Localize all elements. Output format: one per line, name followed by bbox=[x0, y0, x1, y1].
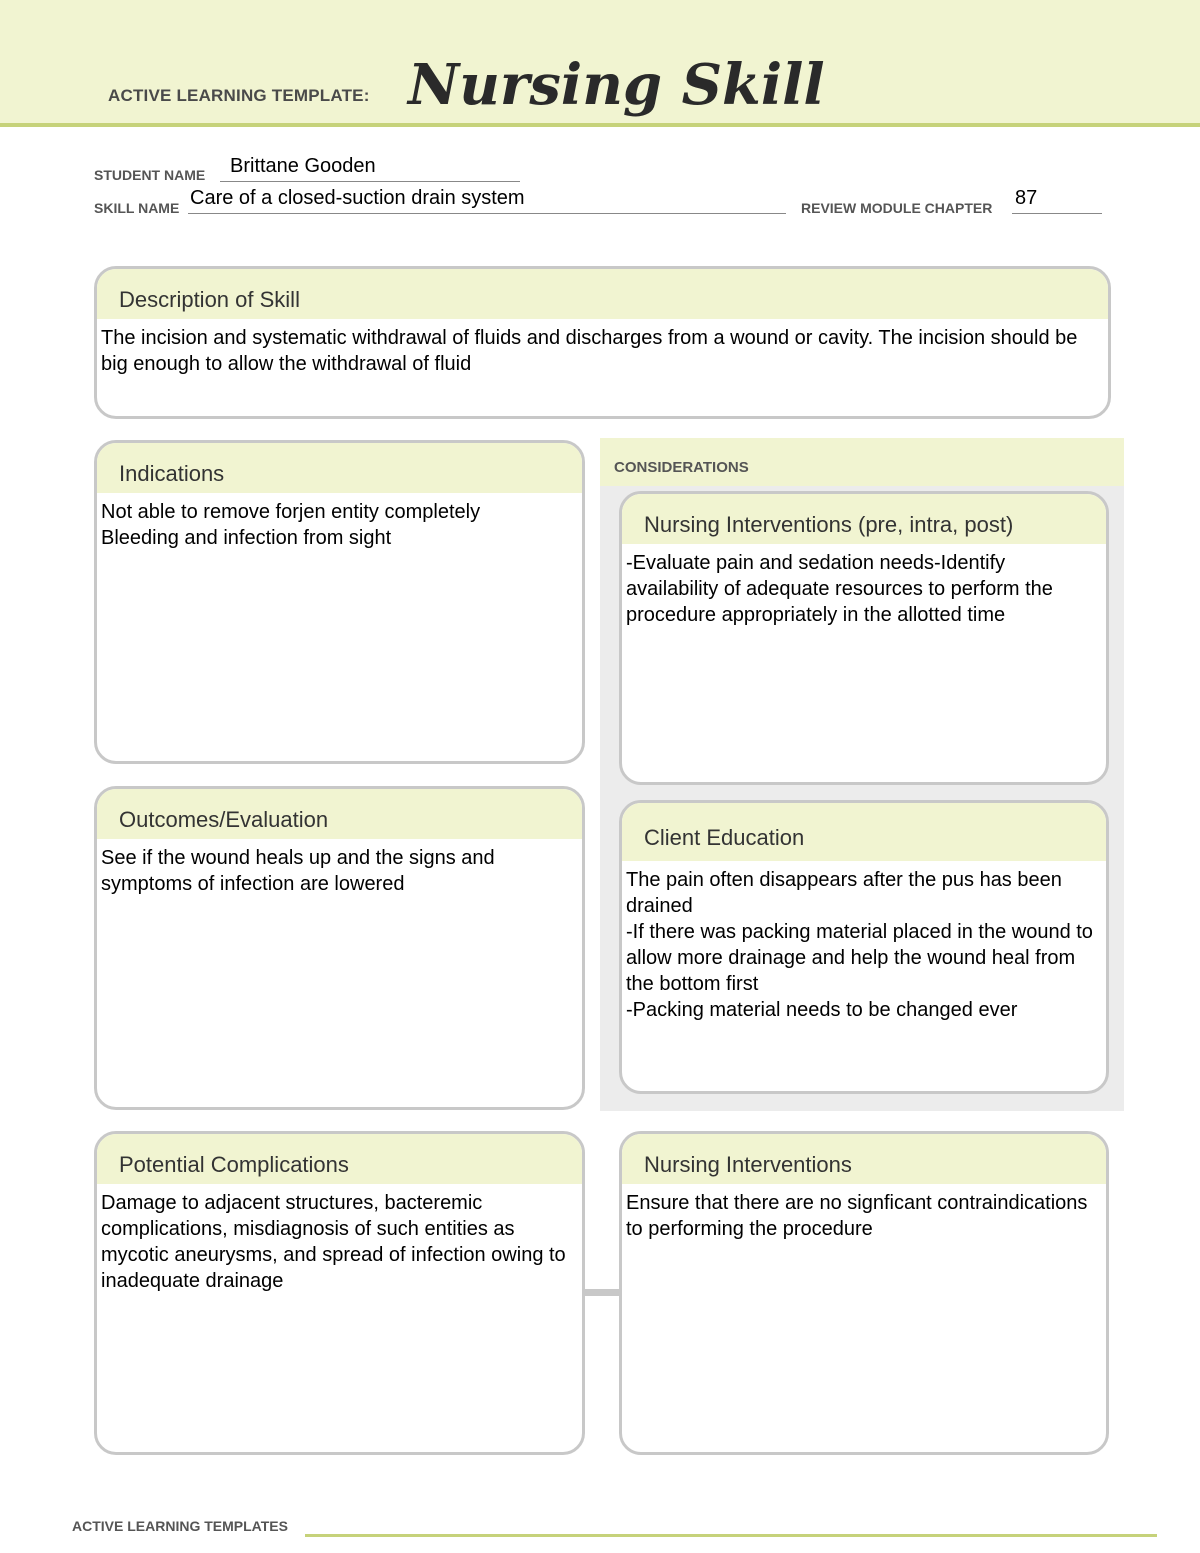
nursing-interventions-pip-body[interactable]: -Evaluate pain and sedation needs-Identify availability of adequate resources to perform the procedure appropriately in the allotted time bbox=[626, 552, 1053, 626]
footer-label: ACTIVE LEARNING TEMPLATES bbox=[72, 1518, 288, 1534]
review-module-underline bbox=[1012, 213, 1102, 214]
description-box bbox=[94, 266, 1111, 419]
description-title: Description of Skill bbox=[97, 269, 1108, 319]
indications-body[interactable]: Not able to remove forjen entity completely Bleeding and infection from sight bbox=[101, 501, 481, 549]
template-label: ACTIVE LEARNING TEMPLATE: bbox=[108, 86, 370, 105]
box-connector bbox=[582, 1289, 620, 1296]
skill-name-label: SKILL NAME bbox=[94, 200, 180, 216]
nursing-interventions-pip-title: Nursing Interventions (pre, intra, post) bbox=[622, 494, 1106, 544]
client-education-title: Client Education bbox=[622, 803, 1106, 861]
potential-complications-body[interactable]: Damage to adjacent structures, bacteremic complications, misdiagnosis of such entities as mycotic aneurysms, and spread of infection owing to inadequate drainage bbox=[101, 1192, 566, 1292]
header-rule bbox=[0, 123, 1200, 127]
indications-title: Indications bbox=[97, 443, 582, 493]
indications-box bbox=[94, 440, 585, 764]
template-title: Nursing Skill bbox=[408, 52, 825, 118]
nursing-interventions-box bbox=[619, 1131, 1109, 1455]
student-name-underline bbox=[220, 181, 520, 182]
nursing-interventions-pip-box bbox=[619, 491, 1109, 785]
student-name-label: STUDENT NAME bbox=[94, 167, 206, 183]
review-module-value[interactable]: 87 bbox=[1015, 187, 1038, 209]
student-name-value[interactable]: Brittane Gooden bbox=[230, 155, 376, 177]
skill-name-underline bbox=[188, 213, 786, 214]
outcomes-body[interactable]: See if the wound heals up and the signs and symptoms of infection are lowered bbox=[101, 847, 495, 895]
description-body[interactable]: The incision and systematic withdrawal of fluids and discharges from a wound or cavity. The incision should be big enough to allow the withdrawal of fluid bbox=[101, 327, 1078, 375]
nursing-interventions-body[interactable]: Ensure that there are no signficant contraindications to performing the procedure bbox=[626, 1192, 1088, 1240]
client-education-body[interactable]: The pain often disappears after the pus has been drained -If there was packing material placed in the wound to allow more drainage and help the wound heal from the bottom first -Packing material needs to be changed ever bbox=[626, 869, 1093, 1021]
nursing-interventions-title: Nursing Interventions bbox=[622, 1134, 1106, 1184]
review-module-label: REVIEW MODULE CHAPTER bbox=[801, 200, 993, 216]
potential-complications-box bbox=[94, 1131, 585, 1455]
outcomes-box bbox=[94, 786, 585, 1110]
client-education-box bbox=[619, 800, 1109, 1094]
potential-complications-title: Potential Complications bbox=[97, 1134, 582, 1184]
skill-name-value[interactable]: Care of a closed-suction drain system bbox=[190, 187, 525, 209]
footer-rule bbox=[305, 1534, 1157, 1537]
considerations-label: CONSIDERATIONS bbox=[614, 459, 749, 476]
outcomes-title: Outcomes/Evaluation bbox=[97, 789, 582, 839]
